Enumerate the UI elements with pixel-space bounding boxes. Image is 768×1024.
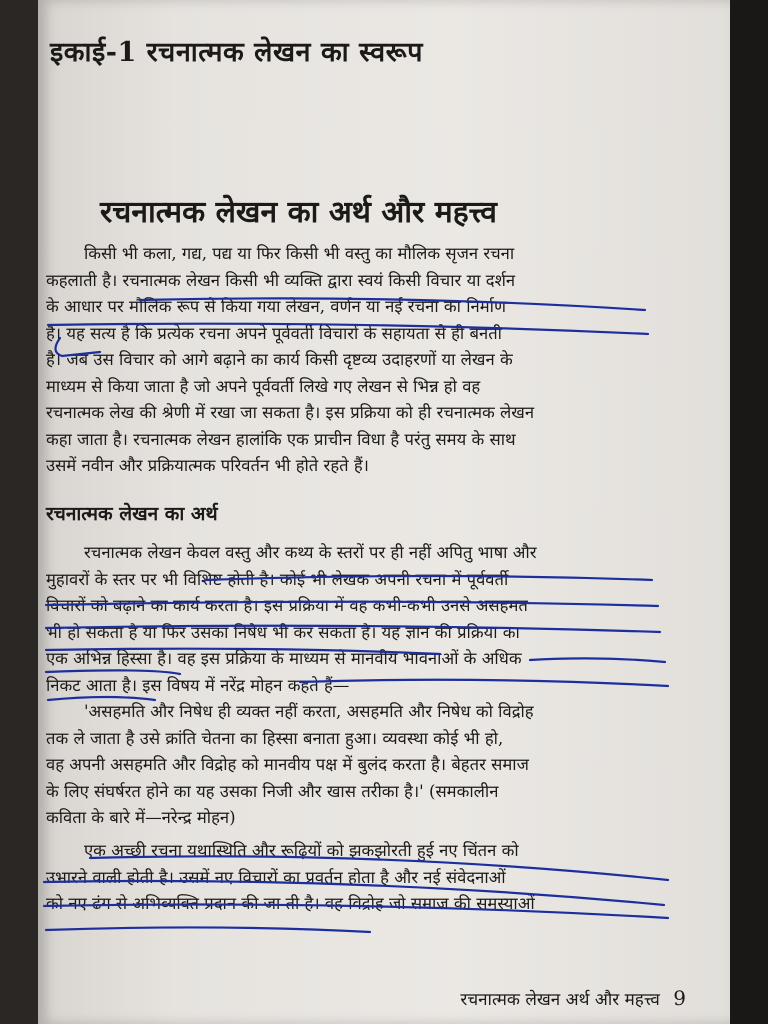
text-line: कविता के बारे में—नरेन्द्र मोहन) (46, 808, 236, 827)
chapter-title: रचनात्मक लेखन का अर्थ और महत्त्व (100, 195, 497, 230)
unit-heading: इकाई-1 रचनात्मक लेखन का स्वरूप (50, 37, 423, 68)
text-line: वह अपनी असहमति और विद्रोह को मानवीय पक्ष में बुलंद करता है। बेहतर समाज (46, 755, 529, 774)
text-line: एक अभिन्न हिस्सा है। वह इस प्रक्रिया के माध्यम से मानवीय भावनाओं के अधिक (46, 649, 522, 668)
page-footer (460, 986, 686, 1010)
text-line: है। जब उस विचार को आगे बढ़ाने का कार्य किसी दृष्टव्य उदाहरणों या लेखन के (46, 350, 513, 369)
text-line: उभारने वाली होती है। उसमें नए विचारों का प्रवर्तन होता है और नई संवेदनाओं (46, 867, 506, 887)
text-line: रचनात्मक लेख की श्रेणी में रखा जा सकता है। इस प्रक्रिया को ही रचनात्मक लेखन (46, 403, 535, 422)
text-line: कहा जाता है। रचनात्मक लेखन हालांकि एक प्राचीन विधा है परंतु समय के साथ (46, 429, 516, 449)
text-line: है। यह सत्य है कि प्रत्येक रचना अपने पूर्ववर्ती विचारों के सहायता से ही बनती (46, 323, 502, 343)
background-edge (730, 0, 768, 1024)
paragraph-intro (46, 241, 686, 480)
text-line: एक अच्छी रचना यथास्थिति और रूढ़ियों को झकझोरती हुई नए चिंतन को (84, 841, 519, 860)
quote-block (46, 699, 686, 832)
paragraph-good-work (46, 838, 686, 918)
text-line: उसमें नवीन और प्रक्रियात्मक परिवर्तन भी होते रहते हैं। (46, 456, 369, 475)
text-line: रचनात्मक लेखन केवल वस्तु और कथ्य के स्तरों पर ही नहीं अपितु भाषा और (84, 543, 537, 562)
text-line: मुहावरों के स्तर पर भी विशिष्ट होती है। कोई भी लेखक अपनी रचना में पूर्ववर्ती (46, 569, 509, 589)
text-line: कहलाती है। रचनात्मक लेखन किसी भी व्यक्ति द्वारा स्वयं किसी विचार या दर्शन (46, 270, 516, 290)
book-page (38, 0, 730, 1024)
running-title: रचनात्मक लेखन अर्थ और महत्त्व (460, 990, 660, 1010)
text-line: किसी भी कला, गद्य, पद्य या फिर किसी भी वस्तु का मौलिक सृजन रचना (84, 244, 515, 263)
text-line: निकट आता है। इस विषय में नरेंद्र मोहन कहते हैं— (46, 675, 350, 695)
text-line: 'असहमति और निषेध ही व्यक्त नहीं करता, असहमति और निषेध को विद्रोह (84, 702, 534, 721)
text-line: विचारों को बढ़ाने का कार्य करता है। इस प्रक्रिया में वह कभी-कभी उनसे असहमत (46, 596, 528, 615)
text-line: को नए ढंग से अभिव्यक्ति प्रदान की जा ती है। वह विद्रोह जो समाज की समस्याओं (46, 894, 535, 913)
text-line: माध्यम से किया जाता है जो अपने पूर्ववर्ती लिखे गए लेखन से भिन्न हो वह (46, 376, 481, 396)
text-line: भी हो सकता है या फिर उसका निषेध भी कर सकता है। यह ज्ञान की प्रक्रिया का (46, 622, 520, 642)
text-line: के लिए संघर्षरत होने का यह उसका निजी और खास तरीका है।' (समकालीन (46, 781, 499, 801)
text-line: तक ले जाता है उसे क्रांति चेतना का हिस्सा बनाता हुआ। व्यवस्था कोई भी हो, (46, 728, 504, 748)
paragraph-meaning (46, 540, 686, 699)
section-heading: रचनात्मक लेखन का अर्थ (46, 503, 218, 525)
text-line: के आधार पर मौलिक रूप से किया गया लेखन, वर्णन या नई रचना का निर्माण (46, 297, 506, 316)
page-number: 9 (673, 986, 686, 1010)
